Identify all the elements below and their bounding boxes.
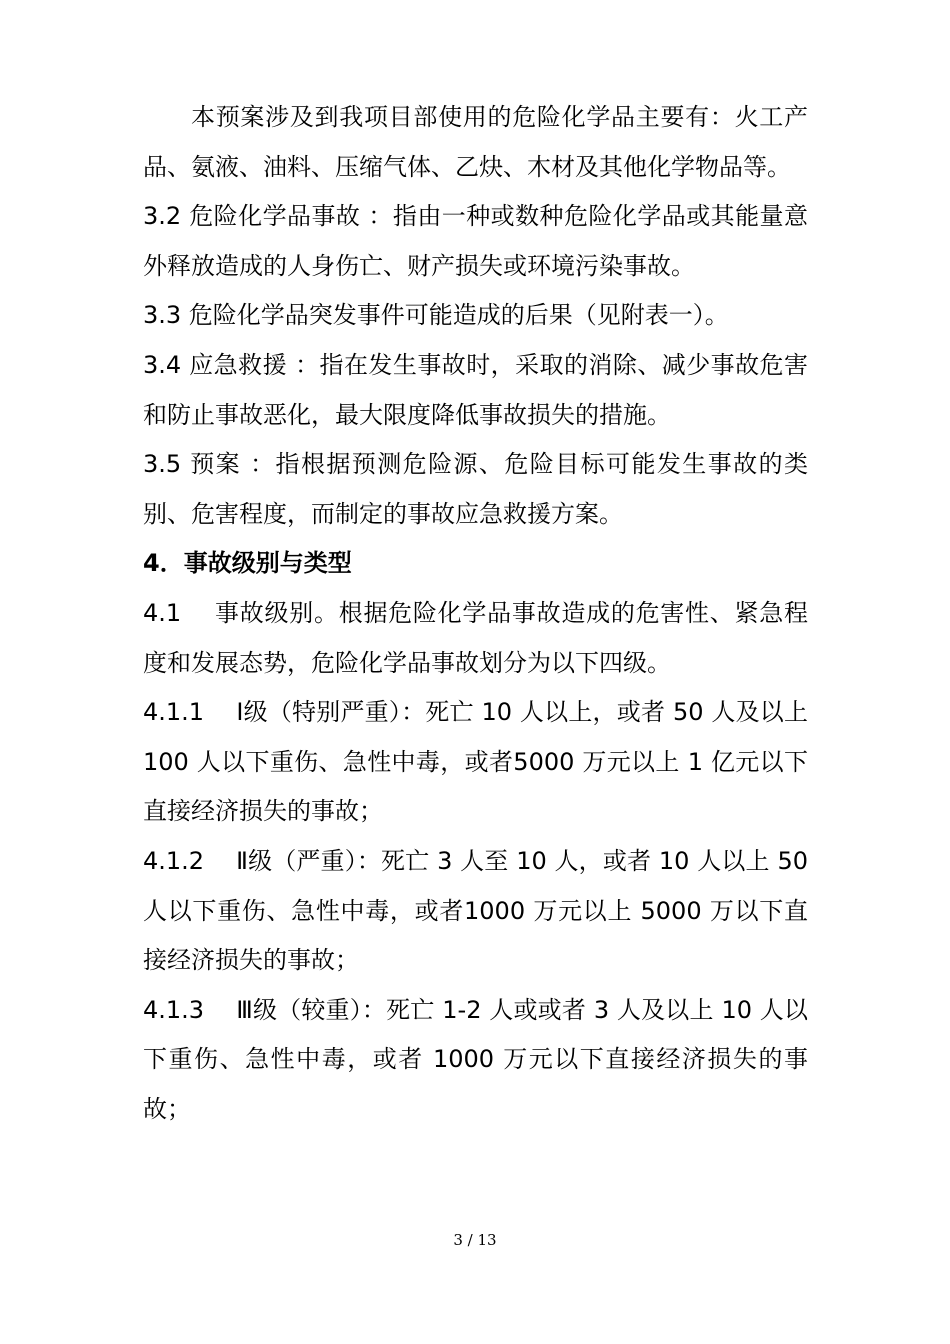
paragraph-3-2-definition: 3.2 危险化学品事故 ：指由一种或数种危险化学品或其能量意外释放造成的人身伤亡、财产损失或环境污染事故。 <box>143 202 808 280</box>
paragraph-hazardous-chemicals-list: 本预案涉及到我项目部使用的危险化学品主要有：火工产品、氨液、油料、压缩气体、乙炔、木材及其他化学物品等。 <box>143 103 808 181</box>
paragraph-4-1-2-level-2: 4.1.2 Ⅱ级（严重）：死亡 3 人至 10 人，或者 10 人以上 50 人以下重伤、急性中毒，或者1000 万元以上 5000 万以下直接经济损失的事故； <box>143 846 808 975</box>
page-number: 3 / 13 <box>453 1231 497 1249</box>
paragraph-4-1-accident-levels: 4.1 事故级别。根据危险化学品事故造成的危害性、紧急程度和发展态势，危险化学品事故划分为以下四级。 <box>143 598 808 677</box>
paragraph-3-5-plan: 3.5 预案 ：指根据预测危险源、危险目标可能发生事故的类别、危害程度，而制定的事故应急救援方案。 <box>143 450 808 528</box>
paragraph-4-1-3-level-3: 4.1.3 Ⅲ级（较重）：死亡 1-2 人或或者 3 人及以上 10 人以下重伤、急性中毒，或者 1000 万元以下直接经济损失的事故； <box>143 995 808 1123</box>
paragraph-4-1-1-level-1: 4.1.1 Ⅰ级（特别严重）：死亡 10 人以上，或者 50 人及以上 100 人以下重伤、急性中毒，或者5000 万元以上 1 亿元以下直接经济损失的事故； <box>143 698 808 826</box>
paragraph-3-3-consequences: 3.3 危险化学品突发事件可能造成的后果（见附表一）。 <box>143 301 729 330</box>
paragraph-3-4-emergency-rescue: 3.4 应急救援 ：指在发生事故时，采取的消除、减少事故危害和防止事故恶化，最大限度降低事故损失的措施。 <box>143 350 808 429</box>
section-heading-4: 4．事故级别与类型 <box>143 549 352 578</box>
document-body <box>143 93 808 1134</box>
